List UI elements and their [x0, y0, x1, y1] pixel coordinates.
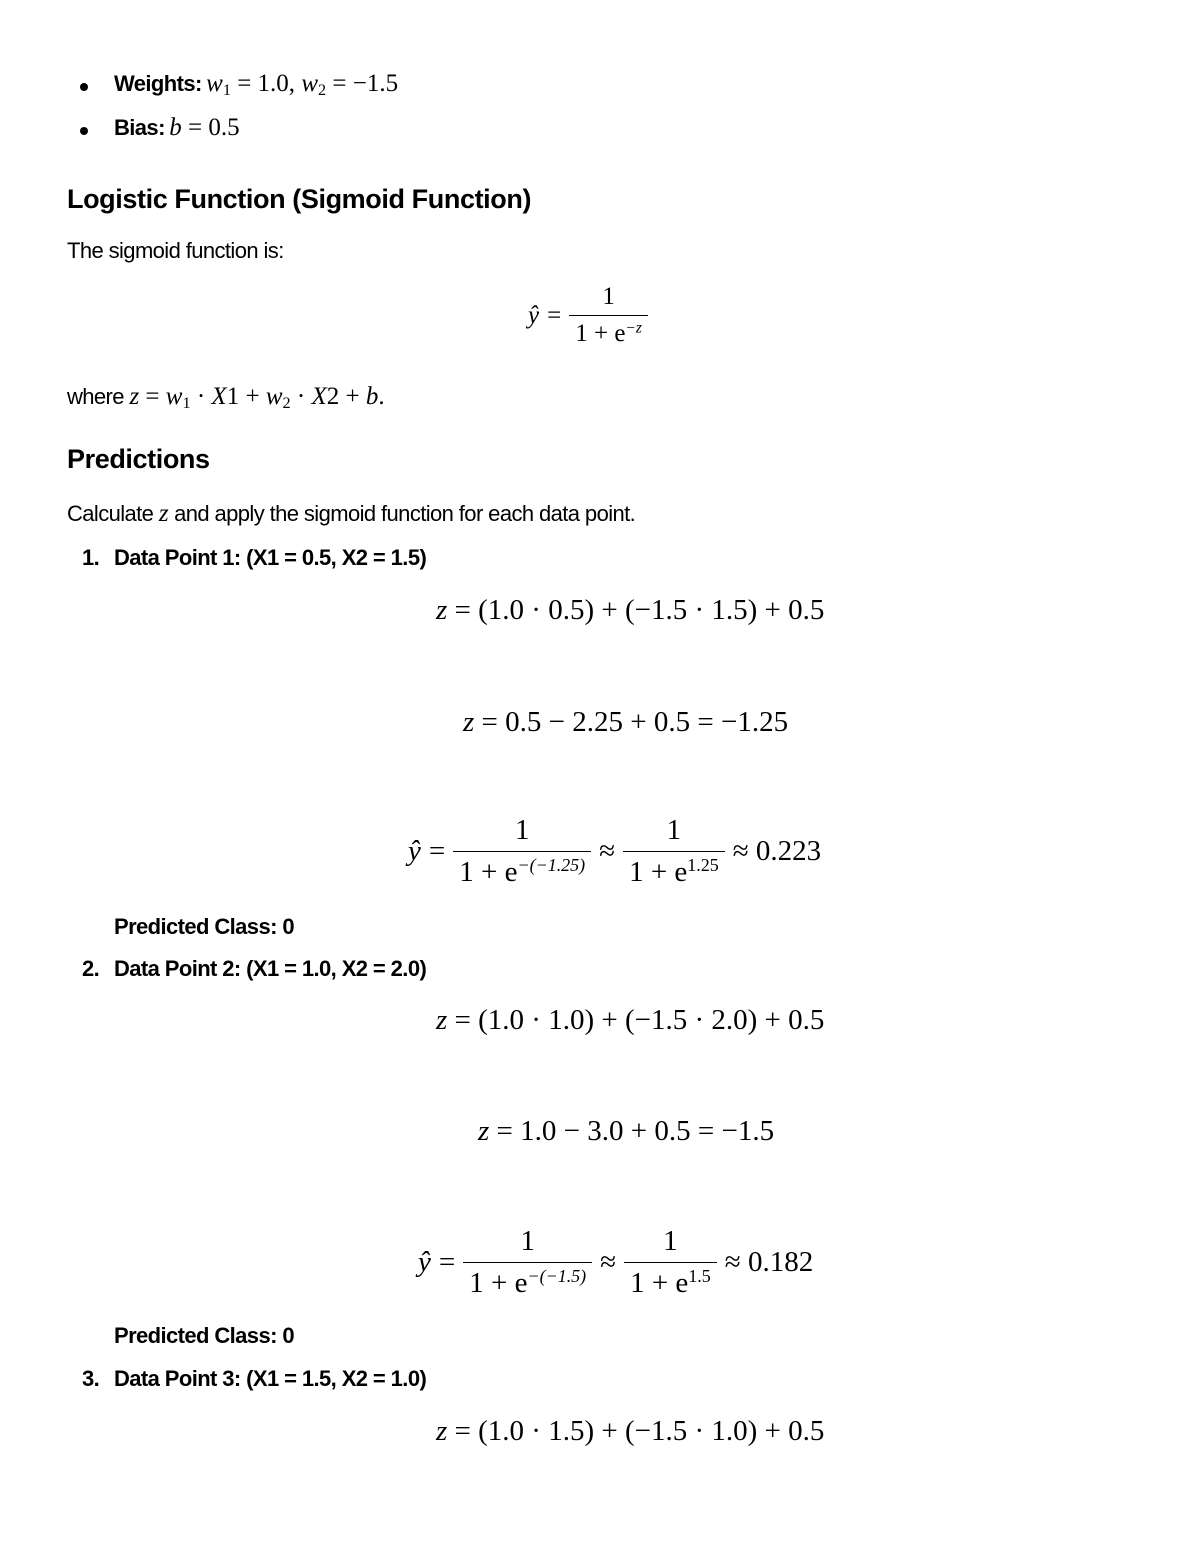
w1-subscript: 1: [222, 81, 231, 100]
list-number: 3.: [82, 1366, 100, 1391]
approx-sign: ≈: [600, 1246, 617, 1278]
den-base: 1 + e: [469, 1267, 528, 1299]
yhat-symbol: ŷ: [418, 1246, 431, 1278]
list-number: 1.: [82, 545, 100, 570]
den-exponent: 1.25: [687, 855, 719, 876]
fraction-denominator: [624, 1262, 717, 1300]
den-exponent: −(−1.5): [527, 1266, 587, 1287]
z-equation: [436, 594, 824, 627]
intro-prefix: Calculate: [67, 501, 159, 526]
w2-var: w: [265, 383, 283, 410]
sigmoid-intro: The sigmoid function is:: [67, 238, 284, 263]
w1-symbol: w: [206, 70, 223, 97]
bullet-icon: [80, 127, 88, 135]
w1-sub: 1: [182, 394, 191, 413]
sigmoid-fraction: [463, 1225, 592, 1300]
weights-values: [206, 70, 399, 100]
data-point-title: Data Point 3: (X1 = 1.5, X2 = 1.0): [114, 1366, 427, 1391]
where-prefix: where: [67, 384, 130, 409]
dot: ·: [290, 383, 312, 410]
z-expansion: = (1.0 · 1.5) + (−1.5 · 1.0) + 0.5: [454, 1415, 825, 1447]
b-symbol: b: [169, 114, 182, 141]
z-equation: [436, 1004, 824, 1037]
fraction-numerator: 1: [520, 1225, 535, 1257]
z-sum: = 1.0 − 3.0 + 0.5 = −1.5: [496, 1115, 775, 1147]
yhat-symbol: ŷ: [528, 301, 540, 329]
data-point-title: Data Point 2: (X1 = 1.0, X2 = 2.0): [114, 956, 427, 981]
sigmoid-fraction: [453, 814, 591, 889]
w2-symbol: w: [301, 70, 318, 97]
z-expansion: = (1.0 · 1.0) + (−1.5 · 2.0) + 0.5: [454, 1004, 825, 1036]
sigmoid-evaluation: [414, 1225, 817, 1300]
den-base: 1 + e: [459, 856, 518, 888]
den-base: 1 + e: [575, 320, 626, 347]
where-line: [67, 383, 385, 411]
w2-subscript: 2: [318, 81, 327, 100]
weights-line: [114, 70, 398, 98]
period: .: [378, 383, 385, 410]
equals-sign: =: [428, 835, 446, 867]
w1-var: w: [165, 383, 183, 410]
predicted-class: Predicted Class: 0: [114, 1323, 294, 1348]
bias-value: [169, 114, 239, 141]
z-sum: = 0.5 − 2.25 + 0.5 = −1.25: [481, 706, 789, 738]
sigmoid-fraction: [569, 283, 648, 348]
sigmoid-fraction: [624, 1225, 717, 1300]
data-point-title: Data Point 1: (X1 = 0.5, X2 = 1.5): [114, 545, 427, 570]
den-base: 1 + e: [630, 1267, 689, 1299]
den-exponent: −(−1.25): [517, 855, 586, 876]
b-value: = 0.5: [181, 114, 240, 141]
z-var: z: [436, 594, 448, 626]
section-heading-logistic: Logistic Function (Sigmoid Function): [67, 184, 532, 214]
approx-sign: ≈: [599, 835, 616, 867]
sigmoid-result: ≈ 0.223: [732, 835, 822, 867]
bias-line: [114, 114, 240, 142]
yhat-symbol: ŷ: [408, 835, 421, 867]
fraction-numerator: 1: [663, 1225, 678, 1257]
den-exponent: −z: [625, 319, 642, 337]
w2-sub: 2: [282, 394, 291, 413]
den-base: 1 + e: [629, 856, 688, 888]
sigmoid-formula: [524, 283, 652, 348]
fraction-numerator: 1: [666, 814, 682, 846]
intro-suffix: and apply the sigmoid function for each data point.: [168, 501, 636, 526]
z-equation: [436, 1415, 824, 1448]
fraction-denominator: [569, 315, 648, 348]
predictions-intro: [67, 500, 635, 528]
fraction-denominator: [623, 851, 725, 889]
intro-var: z: [158, 500, 169, 527]
x2-var: X: [311, 383, 327, 410]
where-math: [129, 383, 385, 413]
z-var: z: [436, 1415, 448, 1447]
w2-value: = −1.5: [326, 70, 399, 97]
fraction-denominator: [463, 1262, 592, 1300]
predicted-class: Predicted Class: 0: [114, 914, 294, 939]
x1-num: 1: [226, 383, 240, 410]
z-var: z: [436, 1004, 448, 1036]
bias-label: Bias:: [114, 115, 165, 140]
z-expansion: = (1.0 · 0.5) + (−1.5 · 1.5) + 0.5: [454, 594, 825, 626]
z-result: [478, 1115, 774, 1148]
w1-value: = 1.0,: [230, 70, 302, 97]
sigmoid-result: ≈ 0.182: [724, 1246, 814, 1278]
fraction-numerator: 1: [602, 283, 615, 310]
z-result: [463, 706, 788, 739]
x1-var: X: [211, 383, 227, 410]
list-number: 2.: [82, 956, 100, 981]
bullet-icon: [80, 83, 88, 91]
z-var: z: [129, 383, 140, 410]
dot: ·: [190, 383, 212, 410]
fraction-numerator: 1: [514, 814, 530, 846]
equals-sign: =: [438, 1246, 456, 1278]
sigmoid-evaluation: [404, 814, 825, 889]
plus: +: [339, 383, 366, 410]
b-var: b: [365, 383, 379, 410]
sigmoid-fraction: [623, 814, 725, 889]
equals-sign: =: [547, 301, 562, 329]
den-exponent: 1.5: [688, 1266, 711, 1287]
z-var: z: [478, 1115, 490, 1147]
x2-num: 2: [326, 383, 340, 410]
z-var: z: [463, 706, 475, 738]
section-heading-predictions: Predictions: [67, 444, 210, 474]
weights-label: Weights:: [114, 71, 202, 96]
fraction-denominator: [453, 851, 591, 889]
plus: +: [239, 383, 266, 410]
eq: =: [139, 383, 166, 410]
